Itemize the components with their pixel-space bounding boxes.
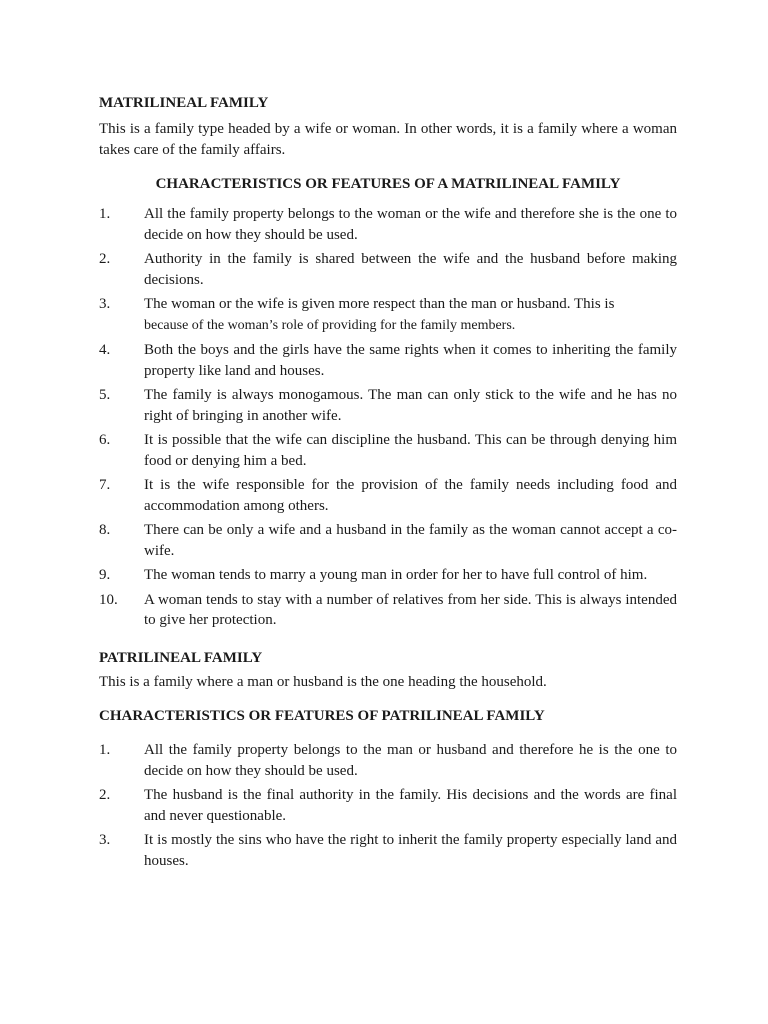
list-item-number: 2.	[99, 787, 111, 803]
list-item	[99, 249, 677, 290]
list-item	[99, 430, 677, 471]
list-item	[99, 385, 677, 426]
matrilineal-list	[99, 204, 677, 631]
list-item	[99, 475, 677, 516]
list-item-text: A woman tends to stay with a number of relatives from her side. This is always intended to give her protection.	[144, 591, 677, 628]
section-heading-patrilineal: PATRILINEAL FAMILY	[99, 649, 263, 666]
list-item-number: 3.	[99, 832, 111, 848]
list-item	[99, 565, 677, 586]
section-intro-patrilineal: This is a family where a man or husband is the one heading the household.	[99, 673, 547, 690]
list-item-text: The woman tends to marry a young man in order for her to have full control of him.	[144, 567, 648, 583]
list-item	[99, 204, 677, 245]
list-item	[99, 294, 677, 336]
list-item	[99, 340, 677, 381]
list-item-text-line: The woman or the wife is given more respect than the man or husband. This is	[144, 296, 615, 312]
list-item-number: 8.	[99, 522, 111, 538]
list-item-number: 1.	[99, 742, 111, 758]
list-item	[99, 740, 677, 781]
list-item-text-line: because of the woman’s role of providing for the family members.	[144, 317, 516, 333]
list-item	[99, 785, 677, 826]
sub-heading-matrilineal-characteristics: CHARACTERISTICS OR FEATURES OF A MATRILINEAL FAMILY	[155, 176, 621, 192]
list-item-text: It is the wife responsible for the provision of the family needs including food and accommodation among others.	[144, 477, 677, 514]
list-item-text: The husband is the final authority in the family. His decisions and the words are final and never questionable.	[144, 787, 677, 824]
list-item-number: 10.	[99, 591, 118, 608]
list-item-text	[144, 294, 677, 336]
list-item-number: 1.	[99, 206, 111, 222]
list-item-number: 9.	[99, 567, 111, 583]
list-item-text: Both the boys and the girls have the same rights when it comes to inheriting the family property like land and houses.	[144, 342, 677, 379]
list-item-text: It is mostly the sins who have the right to inherit the family property especially land and houses.	[144, 832, 677, 869]
list-item-text: All the family property belongs to the man or husband and therefore he is the one to decide on how they should be used.	[144, 742, 677, 779]
list-item-number: 4.	[99, 342, 111, 358]
list-item-number: 3.	[99, 296, 111, 312]
patrilineal-list	[99, 740, 677, 871]
list-item-number: 2.	[99, 251, 111, 267]
section-intro-matrilineal: This is a family type headed by a wife or woman. In other words, it is a family where a woman takes care of the family affairs.	[99, 121, 677, 158]
sub-heading-patrilineal-characteristics: CHARACTERISTICS OR FEATURES OF PATRILINEAL FAMILY	[99, 708, 545, 724]
list-item-number: 6.	[99, 432, 111, 448]
document-page	[99, 93, 677, 871]
list-item	[99, 520, 677, 561]
section-heading-matrilineal: MATRILINEAL FAMILY	[99, 95, 269, 111]
list-item-number: 7.	[99, 477, 111, 493]
list-item-text: All the family property belongs to the woman or the wife and therefore she is the one to decide on how they should be used.	[144, 206, 677, 243]
list-item	[99, 830, 677, 871]
list-item-text: There can be only a wife and a husband in the family as the woman cannot accept a co-wife.	[144, 522, 677, 559]
list-item-text: Authority in the family is shared between the wife and the husband before making decisions.	[144, 251, 677, 288]
list-item-text: The family is always monogamous. The man can only stick to the wife and he has no right of bringing in another wife.	[144, 387, 677, 424]
list-item-number: 5.	[99, 387, 111, 403]
list-item	[99, 590, 677, 631]
list-item-text: It is possible that the wife can discipline the husband. This can be through denying him food or denying him a bed.	[144, 432, 677, 469]
